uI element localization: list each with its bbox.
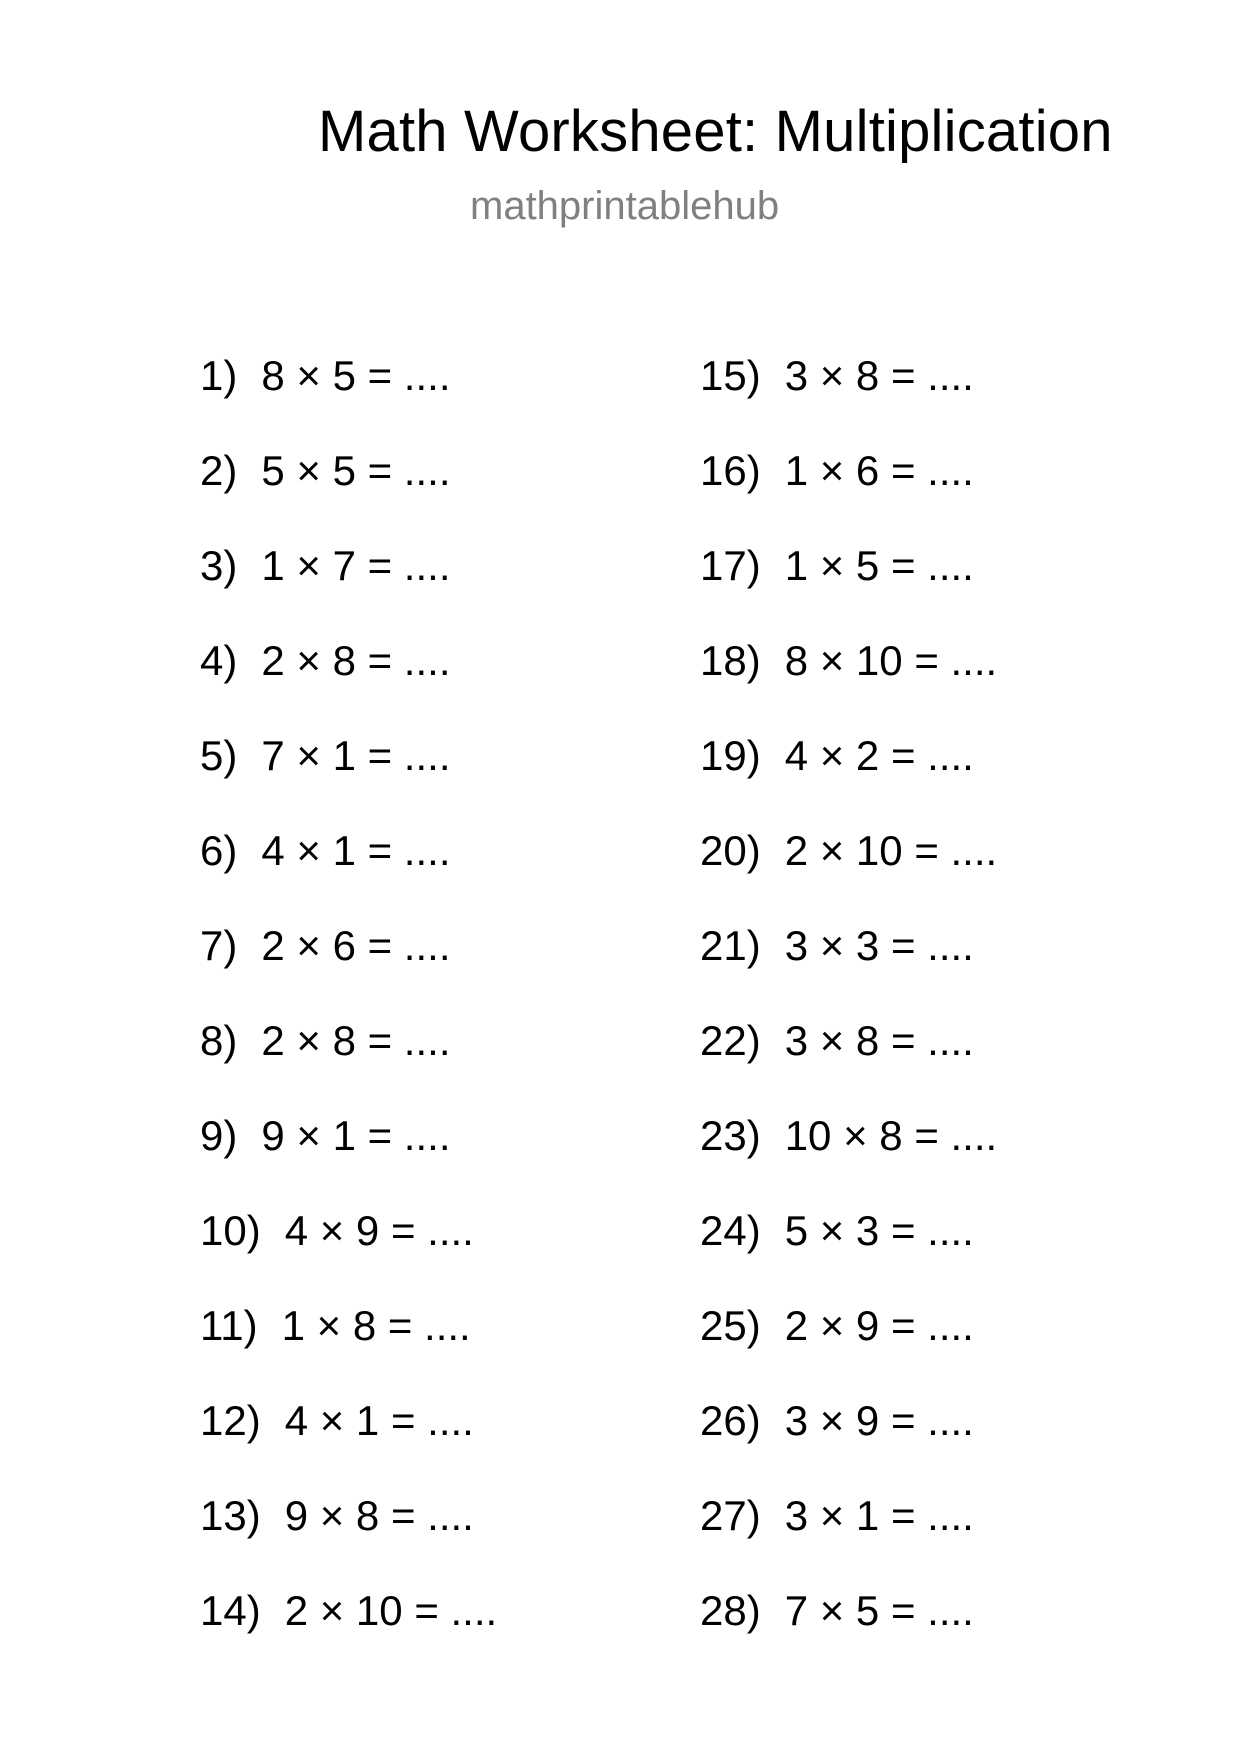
problem-number: 25) xyxy=(700,1302,761,1349)
problem-item xyxy=(200,1490,497,1585)
problem-item xyxy=(700,1205,997,1300)
problem-expression: 1 × 6 = .... xyxy=(784,447,974,494)
problem-item xyxy=(200,730,497,825)
problem-item xyxy=(700,1395,997,1490)
problem-number: 18) xyxy=(700,637,761,684)
problem-expression: 9 × 1 = .... xyxy=(261,1112,451,1159)
problem-expression: 2 × 10 = .... xyxy=(784,827,998,874)
problem-number: 9) xyxy=(200,1112,238,1159)
problem-number: 10) xyxy=(200,1207,261,1254)
problem-expression: 3 × 1 = .... xyxy=(784,1492,974,1539)
problem-expression: 9 × 8 = .... xyxy=(284,1492,474,1539)
problem-item xyxy=(200,445,497,540)
problem-expression: 7 × 5 = .... xyxy=(784,1587,974,1634)
problem-number: 26) xyxy=(700,1397,761,1444)
page-subtitle: mathprintablehub xyxy=(470,184,780,228)
left-problem-column xyxy=(200,350,497,1680)
problem-expression: 4 × 1 = .... xyxy=(284,1397,474,1444)
problem-number: 21) xyxy=(700,922,761,969)
problem-expression: 8 × 5 = .... xyxy=(261,352,451,399)
problem-item xyxy=(200,1585,497,1680)
problem-item xyxy=(200,1205,497,1300)
problem-number: 8) xyxy=(200,1017,238,1064)
problem-item xyxy=(700,445,997,540)
problem-item xyxy=(200,540,497,635)
problem-expression: 2 × 8 = .... xyxy=(261,1017,451,1064)
problem-number: 14) xyxy=(200,1587,261,1634)
problem-item xyxy=(700,1490,997,1585)
problem-number: 17) xyxy=(700,542,761,589)
problem-expression: 3 × 8 = .... xyxy=(784,1017,974,1064)
problem-expression: 2 × 10 = .... xyxy=(284,1587,498,1634)
problem-number: 4) xyxy=(200,637,238,684)
problem-expression: 5 × 3 = .... xyxy=(784,1207,974,1254)
problem-expression: 4 × 2 = .... xyxy=(784,732,974,779)
problem-number: 2) xyxy=(200,447,238,494)
problem-item xyxy=(200,1110,497,1205)
problem-expression: 1 × 7 = .... xyxy=(261,542,451,589)
problem-expression: 3 × 8 = .... xyxy=(784,352,974,399)
problem-expression: 10 × 8 = .... xyxy=(784,1112,998,1159)
problem-number: 15) xyxy=(700,352,761,399)
problem-item xyxy=(200,635,497,730)
problem-number: 24) xyxy=(700,1207,761,1254)
problem-item xyxy=(200,1395,497,1490)
problem-item xyxy=(700,635,997,730)
problem-number: 12) xyxy=(200,1397,261,1444)
problem-number: 13) xyxy=(200,1492,261,1539)
problem-item xyxy=(200,350,497,445)
problem-expression: 1 × 8 = .... xyxy=(281,1302,471,1349)
problem-number: 19) xyxy=(700,732,761,779)
problem-item xyxy=(700,1015,997,1110)
problem-item xyxy=(700,350,997,445)
problem-item xyxy=(700,1110,997,1205)
problem-item xyxy=(700,1585,997,1680)
problem-item xyxy=(700,1300,997,1395)
problem-expression: 4 × 9 = .... xyxy=(284,1207,474,1254)
problem-item xyxy=(200,825,497,920)
page-title: Math Worksheet: Multiplication xyxy=(318,99,1113,164)
problem-number: 22) xyxy=(700,1017,761,1064)
problem-number: 7) xyxy=(200,922,238,969)
problem-expression: 2 × 9 = .... xyxy=(784,1302,974,1349)
problem-number: 6) xyxy=(200,827,238,874)
problem-number: 23) xyxy=(700,1112,761,1159)
problem-number: 20) xyxy=(700,827,761,874)
problem-item xyxy=(700,920,997,1015)
problem-expression: 2 × 6 = .... xyxy=(261,922,451,969)
problem-expression: 8 × 10 = .... xyxy=(784,637,998,684)
problem-number: 1) xyxy=(200,352,238,399)
problem-number: 5) xyxy=(200,732,238,779)
problem-expression: 3 × 3 = .... xyxy=(784,922,974,969)
problem-expression: 1 × 5 = .... xyxy=(784,542,974,589)
problem-expression: 7 × 1 = .... xyxy=(261,732,451,779)
problem-expression: 4 × 1 = .... xyxy=(261,827,451,874)
problem-number: 16) xyxy=(700,447,761,494)
problem-item xyxy=(200,1300,497,1395)
problem-item xyxy=(700,730,997,825)
right-problem-column xyxy=(700,350,997,1680)
problem-item xyxy=(700,825,997,920)
problem-expression: 3 × 9 = .... xyxy=(784,1397,974,1444)
problem-expression: 2 × 8 = .... xyxy=(261,637,451,684)
problem-number: 3) xyxy=(200,542,238,589)
problem-number: 28) xyxy=(700,1587,761,1634)
problem-item xyxy=(200,1015,497,1110)
problem-number: 11) xyxy=(200,1302,258,1349)
problem-expression: 5 × 5 = .... xyxy=(261,447,451,494)
problem-item xyxy=(700,540,997,635)
problem-item xyxy=(200,920,497,1015)
problem-number: 27) xyxy=(700,1492,761,1539)
